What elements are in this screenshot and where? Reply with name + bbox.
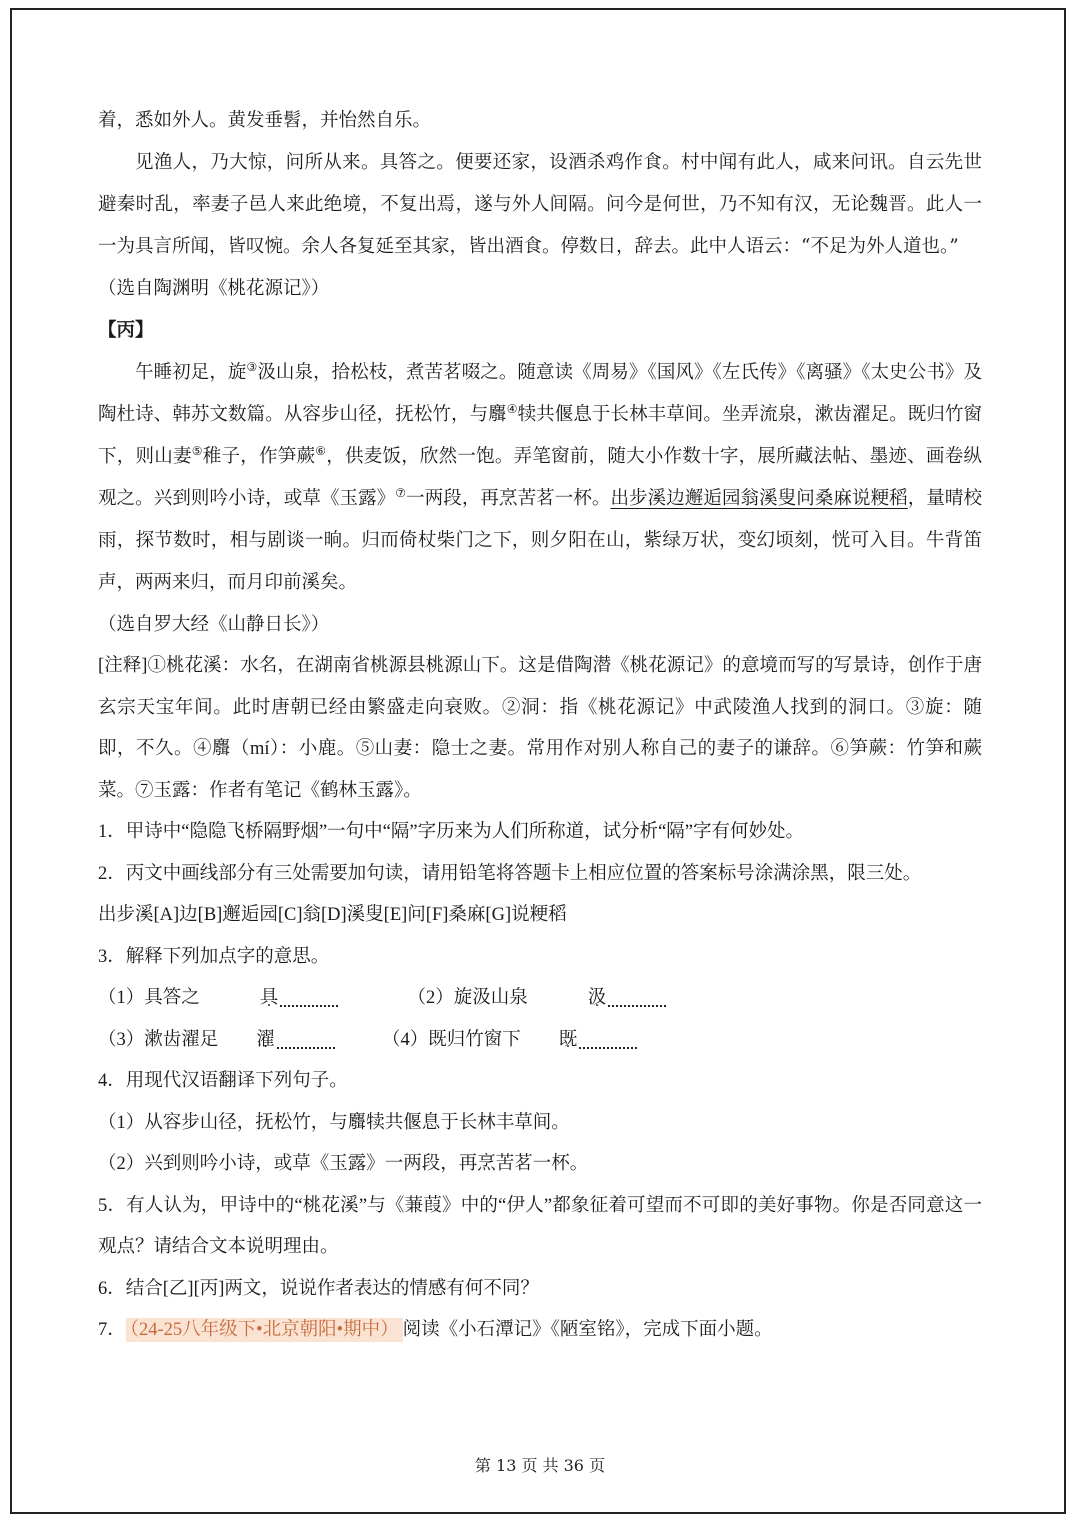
yi-source: （选自陶渊明《桃花源记》） <box>98 278 330 299</box>
question-7: 7． （24-25八年级下•北京朝阳•期中） 阅读《小石潭记》《陋室铭》，完成下面小题。 <box>98 1320 773 1340</box>
underlined-passage: 出步溪边邂逅园翁溪叟问桑麻说粳稻 <box>610 488 908 509</box>
question-3-row-1: （1）具答之 具 . （2）旋汲山泉 汲 . <box>98 978 982 1020</box>
bing-source: （选自罗大经《山静日长》） <box>98 614 330 635</box>
answer-blank[interactable] <box>280 981 338 1007</box>
source-tag: （24-25八年级下•北京朝阳•期中） <box>126 1318 403 1342</box>
question-2-options: 出步溪[A]边[B]邂逅园[C]翁[D]溪叟[E]问[F]桑麻[G]说粳稻 <box>98 905 567 925</box>
answer-blank[interactable] <box>608 981 666 1007</box>
question-4-1: （1）从容步山径，抚松竹，与麛犊共偃息于长林丰草间。 <box>98 1112 570 1133</box>
yi-tail: 着，悉如外人。黄发垂髫，并怡然自乐。 <box>98 110 432 131</box>
question-5: 5．有人认为，甲诗中的“桃花溪”与《蒹葭》中的“伊人”都象征着可望而不可即的美好事物。你是否同意这一观点？请结合文本说明理由。 <box>98 1195 982 1257</box>
bing-label: 【丙】 <box>98 320 154 341</box>
document-body <box>98 100 982 1352</box>
annotations: [注释]①桃花溪：水名，在湖南省桃源县桃源山下。这是借陶潜《桃花源记》的意境而写的写景诗，创作于唐玄宗天宝年间。此时唐朝已经由繁盛走向衰败。②洞：指《桃花源记》中武陵渔人找到的洞口。③旋：随即，不久。④麛（mí）：小鹿。⑤山妻：隐士之妻。常用作对别人称自己的妻子的谦辞。⑥笋蕨：竹笋和蕨菜。⑦玉露：作者有笔记《鹤林玉露》。 <box>98 656 982 801</box>
question-2: 2．丙文中画线部分有三处需要加句读，请用铅笔将答题卡上相应位置的答案标号涂满涂黑，限三处。 <box>98 863 922 884</box>
answer-blank[interactable] <box>277 1023 335 1049</box>
question-1: 1．甲诗中“隐隐飞桥隔野烟”一句中“隔”字历来为人们所称道，试分析“隔”字有何妙处。 <box>98 822 805 842</box>
question-4: 4．用现代汉语翻译下列句子。 <box>98 1071 348 1091</box>
question-4-2: （2）兴到则吟小诗，或草《玉露》一两段，再烹苦茗一杯。 <box>98 1154 589 1174</box>
question-3: 3．解释下列加点字的意思。 <box>98 946 330 967</box>
question-6: 6．结合[乙][丙]两文，说说作者表达的情感有何不同？ <box>98 1278 539 1299</box>
question-3-row-2: （3）漱齿濯足 濯 . （4）既归竹窗下 既 . <box>98 1020 982 1062</box>
page-footer: 第 13 页 共 36 页 <box>474 1456 606 1475</box>
answer-blank[interactable] <box>579 1023 637 1049</box>
bing-paragraph: 午睡初足，旋③汲山泉，拾松枝，煮苦茗啜之。随意读《周易》《国风》《左氏传》《离骚》《太史公书》及陶杜诗、韩苏文数篇。从容步山径，抚松竹，与麛④犊共偃息于长林丰草间。坐弄流泉，漱齿濯足。既归竹窗下，则山妻⑤稚子，作笋蕨⑥，供麦饭，欣然一饱。弄笔窗前，随大小作数十字，展所藏法帖、墨迹、画卷纵观之。兴到则吟小诗，或草《玉露》⑦一两段，再烹苦茗一杯。出步溪边邂逅园翁溪叟问桑麻说粳稻，量晴校雨，探节数时，相与剧谈一晌。归而倚杖柴门之下，则夕阳在山，紫绿万状，变幻顷刻，恍可入目。牛背笛声，两两来归，而月印前溪矣。 <box>98 359 982 593</box>
yi-paragraph: 见渔人，乃大惊，问所从来。具答之。便要还家，设酒杀鸡作食。村中闻有此人，咸来问讯。自云先世避秦时乱，率妻子邑人来此绝境，不复出焉，遂与外人间隔。问今是何世，乃不知有汉，无论魏晋。此人一一为具言所闻，皆叹惋。余人各复延至其家，皆出酒食。停数日，辞去。此中人语云：“不足为外人道也。” <box>98 152 982 257</box>
